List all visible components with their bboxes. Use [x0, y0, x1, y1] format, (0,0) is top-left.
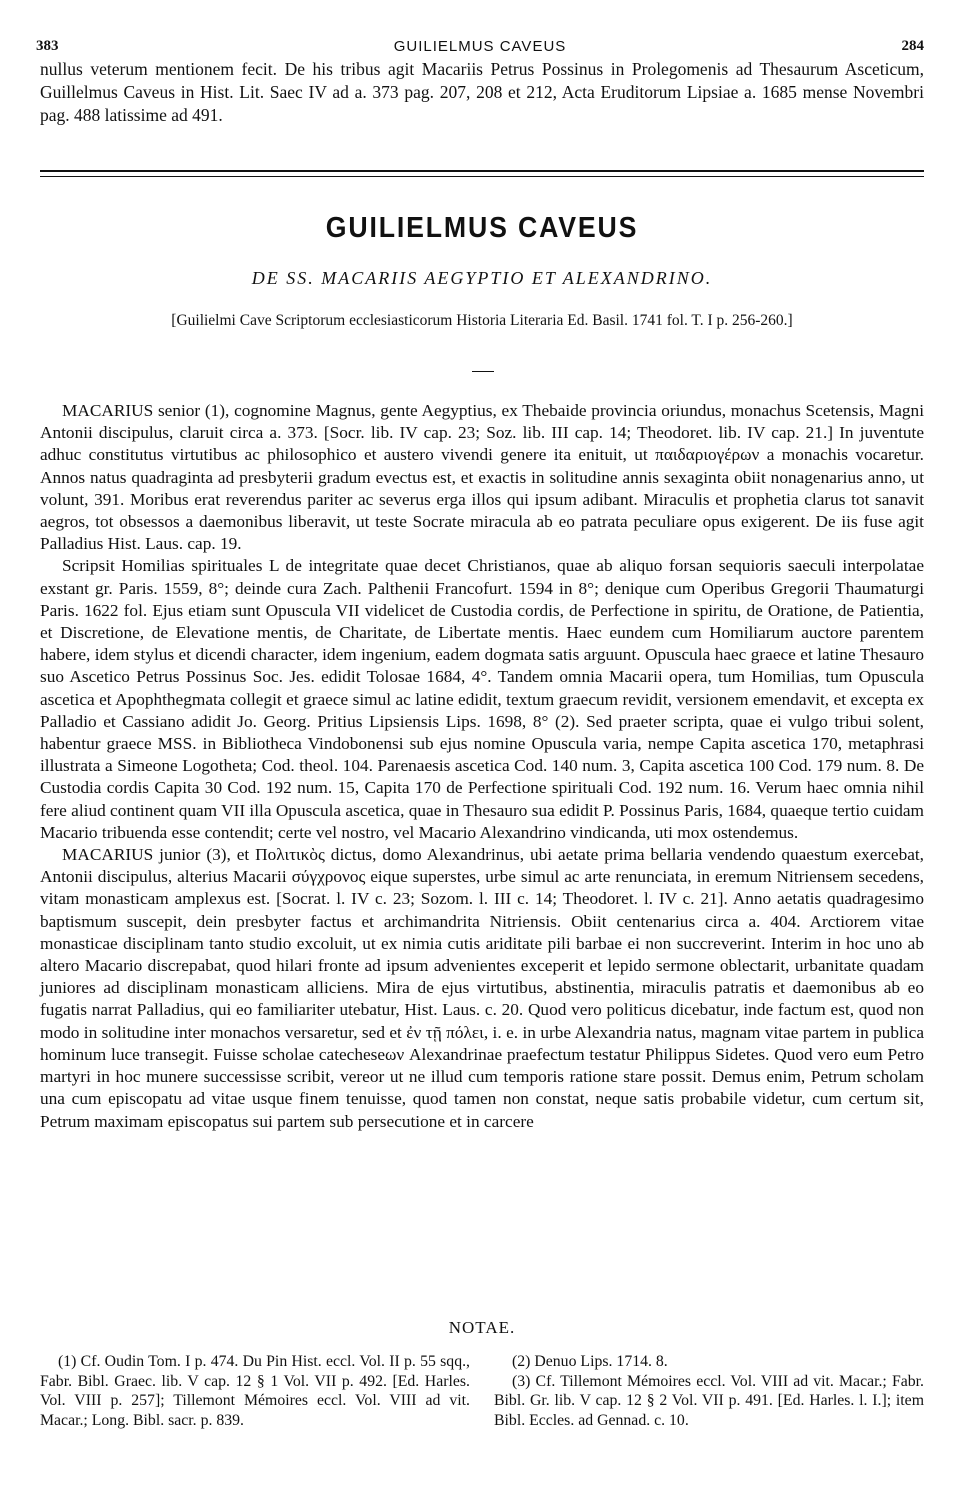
section-title: GUILIELMUS CAVEUS: [325, 212, 639, 244]
running-header: [36, 36, 924, 56]
source-citation: [Guilielmi Cave Scriptorum ecclesiasticorum Historia Literaria Ed. Basil. 1741 fol. T. I p. 256-260.]: [171, 312, 793, 329]
footnotes: [40, 1352, 924, 1430]
divider-dash: [472, 371, 494, 372]
footnotes-right-column: [494, 1352, 924, 1430]
section-rule-thick: [40, 170, 924, 172]
footnotes-left-column: [40, 1352, 470, 1430]
footnote-2: (2) Denuo Lips. 1714. 8.: [512, 1353, 668, 1370]
paragraph-macarius-senior: MACARIUS senior (1), cognomine Magnus, gente Aegyptius, ex Thebaide provincia oriundus, monachus Scetensis, Magni Antonii discipulus, claruit circa a. 373. [Socr. lib. IV cap. 23; Soz. lib. III cap. 14; Theodoret. lib. IV cap. 21.] In juventute adhuc constitutus virtutibus ac philosophico et austero vivendi genere ita enituit, ut παιδαριογέρων a monachis vocaretur. Annos natus quadraginta ad presbyterii gradum evectus est, et exactis in solitudine annis sexaginta obiit nonagenarius anno, ut volunt, 391. Moribus erat reverendus pariter ac severus erga illos qui ipsum adibant. Miraculis et prophetia clarus tot sanavit aegros, tot obsessos a daemonibus liberavit, ut teste Socrate miracula ab eo patrata peculiare opus exigerent. De iis fuse agit Palladius Hist. Laus. cap. 19.: [40, 401, 924, 554]
section-rule-thin: [40, 176, 924, 177]
continued-paragraph: nullus veterum mentionem fecit. De his tribus agit Macariis Petrus Possinus in Prolegomenis ad Thesaurum Asceticum, Guillelmus Caveus in Hist. Lit. Saec IV ad a. 373 pag. 207, 208 et 212, Acta Eruditorum Lipsiae a. 1685 mense Novembri pag. 488 latissime ad 491.: [40, 59, 924, 125]
paragraph-macarius-junior: MACARIUS junior (3), et Πολιτικὸς dictus, domo Alexandrinus, ubi aetate prima bellaria vendendo quaestum exercebat, Antonii discipulus, alterius Macarii σύγχρονος eique superstes, urbe simul ac arte renunciata, in eremum Nitriensem secedens, vitam monasticam amplexus est. [Socrat. l. IV c. 23; Sozom. l. III c. 14; Theodoret. l. IV c. 21]. Anno aetatis quadragesimo baptismum suscepit, dein presbyter factus et archimandrita Nitriensis. Obiit centenarius circa a. 404. Arctiorem vitae monasticae disciplinam tanto studio excoluit, ut ex nimia cutis ariditate pili barbae ei non succreverint. Interim in hoc uno ab altero Macario discrepabat, quod hilari fronte ad ipsum advenientes exceperit et lepido sermone oblectarit, urbanitate quadam juniores ad disciplinam monasticam alliciens. Mira de ejus virtutibus, abstinentia, miraculis patratis et daemonibus ab eo fugatis narrat Palladius, qui eo familiariter utebatur, Hist. Laus. c. 20. Quod vero politicus dicebatur, inde factum est, quod non modo in solitudine inter monachos versaretur, sed et ἐν τῇ πόλει, i. e. in urbe Alexandria natus, magnam vitae partem in publica hominum luce transegit. Fuisse scholae catecheseων Alexandrinae praefectum testatur Philippus Sidetes. Quod vero eum Petro martyri in hoc munere successisse scribit, vereor ut ne illud cum temporis ratione stare possit. Demus enim, Petrum scholam una cum episcopatu ad vitae usque finem tenuisse, quod tamen non constat, neque satis probabile videtur, cum certum sit, Petrum maximam episcopatus sui partem sub persecutione et in carcere: [40, 845, 924, 1131]
right-page-number: 284: [901, 37, 924, 54]
notes-heading: NOTAE.: [448, 1318, 516, 1337]
section-subtitle: DE SS. MACARIIS AEGYPTIO ET ALEXANDRINO.: [251, 268, 713, 288]
running-title: GUILIELMUS CAVEUS: [393, 37, 567, 55]
left-page-number: 383: [36, 37, 59, 54]
main-text: [40, 400, 924, 1133]
footnote-1: (1) Cf. Oudin Tom. I p. 474. Du Pin Hist. eccl. Vol. II p. 55 sqq., Fabr. Bibl. Graec. lib. V cap. 12 § 1 Vol. VII p. 492. [Ed. Harles. Vol. VIII p. 257]; Tillemont Mémoires eccl. Vol. VIII ad vit. Macar.; Long. Bibl. sacr. p. 839.: [40, 1353, 470, 1429]
paragraph-scripsit: Scripsit Homilias spirituales L de integritate quae decet Christianos, quae ab aliquo forsan sequioris saeculi interpolatae exstant gr. Paris. 1559, 8°; deinde cura Zach. Palthenii Francofurt. 1594 in 8°; denique cum Operibus Gregorii Thaumaturgi Paris. 1622 fol. Ejus etiam sunt Opuscula VII videlicet de Custodia cordis, de Perfectione in spiritu, de Oratione, de Patientia, et Discretione, de Elevatione mentis, de Charitate, de Libertate mentis. Haec eundem cum Homiliarum auctore parentem habere, idem stylus et dicendi character, idem ingenium, eadem dogmata satis arguunt. Opuscula haec graece et latine Thesauro suo Ascetico Petrus Possinus Soc. Jes. edidit Tolosae 1684, 4°. Tandem omnia Macarii opera, tum Homilias, tum Opuscula ascetica et Apophthegmata collegit et graece simul ac latine edidit, textum graecum revidit, versionem emendavit, et excepta ex Palladio et Cassiano adidit Jo. Georg. Pritius Lipsiensis Lips. 1698, 8° (2). Sed praeter scripta, quae ei vulgo tribui solent, habentur graece MSS. in Bibliotheca Vindobonensi sub ejus nomine Opuscula varia, nempe Capita ascetica 170, metaphrasi illustrata a Simeone Logotheta; Cod. theol. 104. Parenaesis ascetica Cod. 140 num. 3, Capita ascetica 100 Cod. 179 num. 8. De Custodia cordis Capita 30 Cod. 192 num. 15, Capita 170 de Perfectione spirituali Cod. 192 num. 16. Verum haec omnia nihil fere aliud continent quam VII illa Opuscula ascetica, quae in Thesauro sua edidit P. Possinus Paris, 1684, quaeque tertio cuidam Macario tribuenda esse contendit; certe vel nostro, vel Macario Alexandrino vindicanda, uti mox ostendemus.: [40, 556, 924, 842]
footnote-3: (3) Cf. Tillemont Mémoires eccl. Vol. VIII ad vit. Macar.; Fabr. Bibl. Gr. lib. V cap. 12 § 2 Vol. VII p. 491. [Ed. Harles. l. I.]; item Bibl. Eccles. ad Gennad. c. 10.: [494, 1372, 924, 1429]
